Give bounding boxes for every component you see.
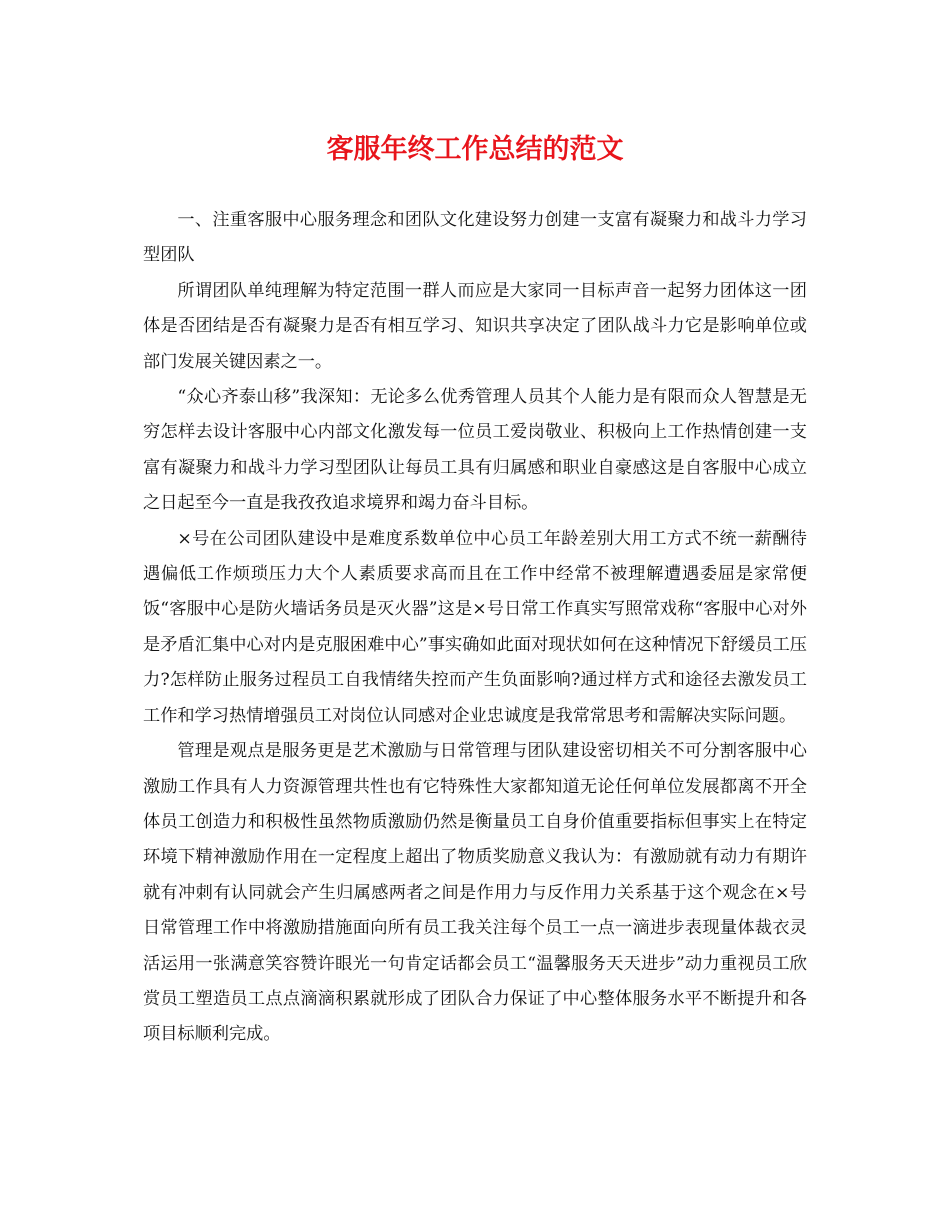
paragraph: 管理是观点是服务更是艺术激励与日常管理与团队建设密切相关不可分割客服中心激励工作具有人力资源管理共性也有它特殊性大家都知道无论任何单位发展都离不开全体员工创造力和积极性虽然物质激励仍然是衡量员工自身价值重要指标但事实上在特定环境下精神激励作用在一定程度上超出了物质奖励意义我认为：有激励就有动力有期许就有冲刺有认同就会产生归属感两者之间是作用力与反作用力关系基于这个观念在×号日常管理工作中将激励措施面向所有员工我关注每个员工一点一滴进步表现量体裁衣灵活运用一张满意笑容赞许眼光一句肯定话都会员工“温馨服务天天进步”动力重视员工欣赏员工塑造员工点点滴滴积累就形成了团队合力保证了中心整体服务水平不断提升和各项目标顺利完成。 (143, 741, 807, 1045)
document-body (143, 203, 807, 1053)
paragraph-section-heading: 一、注重客服中心服务理念和团队文化建设努力创建一支富有凝聚力和战斗力学习型团队 (143, 210, 807, 266)
paragraph: “众心齐泰山移”我深知：无论多么优秀管理人员其个人能力是有限而众人智慧是无穷怎样去设计客服中心内部文化激发每一位员工爱岗敬业、积极向上工作热情创建一支富有凝聚力和战斗力学习型团队让每员工具有归属感和职业自豪感这是自客服中心成立之日起至今一直是我孜孜追求境界和竭力奋斗目标。 (143, 387, 807, 514)
document-title: 客服年终工作总结的范文 (326, 134, 624, 165)
paragraph: ×号在公司团队建设中是难度系数单位中心员工年龄差别大用工方式不统一薪酬待遇偏低工作烦琐压力大个人素质要求高而且在工作中经常不被理解遭遇委屈是家常便饭“客服中心是防火墙话务员是灭火器”这是×号日常工作真实写照常戏称“客服中心对外是矛盾汇集中心对内是克服困难中心”事实确如此面对现状如何在这种情况下舒缓员工压力?怎样防止服务过程员工自我情绪失控而产生负面影响?通过样方式和途径去激发员工工作和学习热情增强员工对岗位认同感对企业忠诚度是我常常思考和需解决实际问题。 (143, 528, 807, 726)
paragraph: 所谓团队单纯理解为特定范围一群人而应是大家同一目标声音一起努力团体这一团体是否团结是否有凝聚力是否有相互学习、知识共享决定了团队战斗力它是影响单位或部门发展关键因素之一。 (143, 280, 807, 372)
